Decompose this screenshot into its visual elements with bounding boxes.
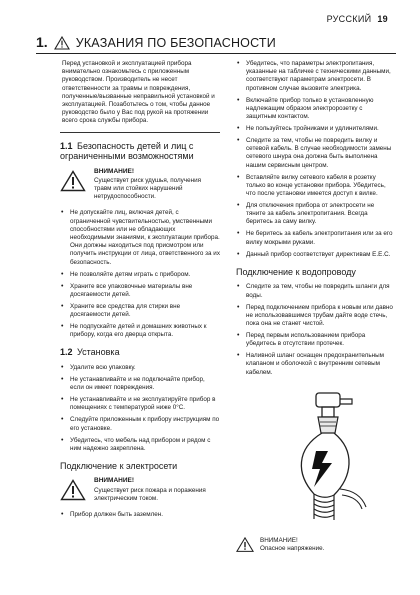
warning-block-electric: [60, 477, 220, 503]
chapter-number: 1.: [36, 34, 48, 50]
list-item: • Перед подключением прибора к новым или давно не использовавшимся трубам дайте воде стечь, пока она не станет чистой.: [236, 304, 394, 329]
section-number: 1.1: [60, 140, 73, 151]
section-1-1-heading: [60, 141, 220, 162]
warning-block-voltage: [236, 537, 394, 553]
warning-label: ВНИМАНИЕ!: [94, 167, 135, 175]
warning-label: ВНИМАНИЕ!: [94, 477, 135, 485]
list-item: • Храните все упаковочные материалы вне досягаемости детей.: [60, 283, 220, 299]
list-item: • Не устанавливайте и не подключайте прибор, если он имеет повреждения.: [60, 376, 220, 392]
inlet-hose-voltage-illustration: [256, 389, 396, 524]
warning-triangle-icon: [60, 479, 86, 501]
page-number: 19: [377, 14, 388, 24]
list-item: • Вставляйте вилку сетевого кабеля в розетку только во конце установки прибора. Убедитесь, что после установки имеется доступ к вилке.: [236, 174, 394, 199]
list-item: • Не устанавливайте и не эксплуатируйте прибор в помещениях с температурой ниже 0°С.: [60, 396, 220, 412]
list-item: • Для отключения прибора от электросети не тяните за кабель электропитания. Всегда беритесь за саму вилку.: [236, 202, 394, 227]
child-safety-list: [60, 209, 220, 339]
warning-triangle-icon: [236, 537, 254, 552]
list-item: • Наливной шланг оснащен предохранительным клапаном и оболочкой с внутренним сетевым кабелем.: [236, 352, 394, 377]
intro-paragraph: Перед установкой и эксплуатацией прибора внимательно ознакомьтесь с приложенным руководством. Производитель не несет ответственности за травмы и повреждения, полученные/вызванные неправильной установкой и эксплуатацией. Позаботьтесь о том, чтобы данное руководство было у Вас под рукой на протяжении всего срока службы прибора.: [60, 60, 220, 133]
electrical-heading: Подключение к электросети: [60, 460, 178, 471]
right-column: [236, 60, 394, 553]
warning-text: Опасное напряжение.: [260, 544, 325, 552]
list-item: • Прибор должен быть заземлен.: [60, 511, 220, 519]
list-item: • Не беритесь за кабель электропитания или за его вилку мокрыми руками.: [236, 230, 394, 246]
section-title: Безопасность детей и лиц с ограниченными возможностями: [60, 140, 194, 162]
warning-text: Существует риск удушья, получения травм или стойких нарушений нетрудоспособности.: [94, 176, 202, 201]
water-heading: Подключение к водопроводу: [236, 266, 356, 277]
list-item: • Не пользуйтесь тройниками и удлинителями.: [236, 125, 394, 133]
header-section: РУССКИЙ: [326, 14, 372, 24]
section-1-2-heading: [60, 347, 220, 358]
list-item: • Храните все средства для стирки вне досягаемости детей.: [60, 303, 220, 319]
list-item: • Следуйте приложенным к прибору инструкциям по его установке.: [60, 416, 220, 432]
warning-label: ВНИМАНИЕ!: [260, 536, 298, 544]
list-item: • Включайте прибор только в установленную надлежащим образом электророзетку с защитным контактом.: [236, 97, 394, 122]
installation-list: [60, 364, 220, 453]
list-item: • Убедитесь, что мебель над прибором и рядом с ним надежно закреплена.: [60, 437, 220, 453]
list-item: • Не допускайте лиц, включая детей, с ограниченной чувствительностью, умственными способностями или не обладающих необходимыми знаниями, к эксплуатации прибора. Они должны находиться под присмотром или получить инструкции от лица, ответственного за их безопасность.: [60, 209, 220, 266]
list-item: • Перед первым использованием прибора убедитесь в отсутствии протечек.: [236, 332, 394, 348]
list-item: • Следите за тем, чтобы не повредить шланги для воды.: [236, 283, 394, 299]
list-item: • Не подпускайте детей и домашних животных к прибору, когда его дверца открыта.: [60, 323, 220, 339]
warning-triangle-icon: [60, 170, 86, 192]
list-item: • Следите за тем, чтобы не повредить вилку и сетевой кабель. В случае необходимости замены сетевого шнура она должна быть выполнена нашим сервисным центром.: [236, 137, 394, 170]
list-item: • Данный прибор соответствует директивам Е.Е.С.: [236, 251, 394, 259]
electrical-list-left: [60, 511, 220, 519]
left-column: [60, 60, 220, 523]
warning-triangle-icon: [54, 36, 70, 50]
water-list: [236, 283, 394, 376]
chapter-title: [36, 32, 396, 54]
page-header: [327, 14, 388, 24]
electrical-list-right: [236, 60, 394, 259]
warning-text: Существует риск пожара и поражения электрическим током.: [94, 486, 206, 502]
list-item: • Удалите всю упаковку.: [60, 364, 220, 372]
section-title: Установка: [77, 347, 120, 358]
section-number: 1.2: [60, 347, 73, 358]
chapter-title-text: УКАЗАНИЯ ПО БЕЗОПАСНОСТИ: [75, 36, 276, 50]
list-item: • Убедитесь, что параметры электропитания, указанные на табличке с техническими данными, соответствуют параметрам электросети. В противном случае вызовите электрика.: [236, 60, 394, 93]
list-item: • Не позволяйте детям играть с прибором.: [60, 271, 220, 279]
warning-block-child-safety: [60, 168, 220, 202]
